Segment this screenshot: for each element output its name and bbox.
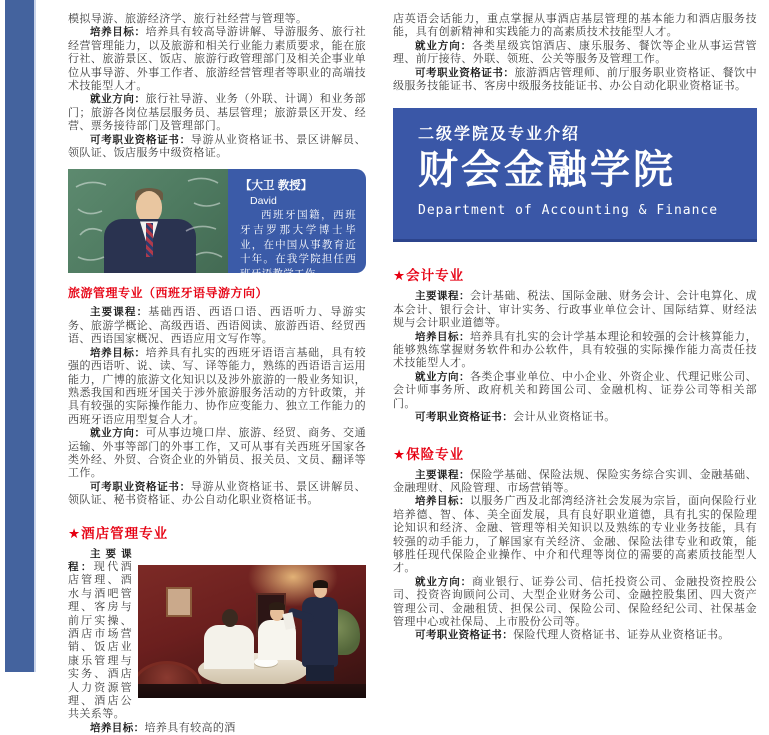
professor-photo xyxy=(68,169,228,273)
paragraph-text: 导游从业资格证书、景区讲解员、领队证、饭店服务中级资格证。 xyxy=(68,133,366,160)
photo-guest xyxy=(204,625,254,669)
paragraph xyxy=(68,134,366,161)
department-banner xyxy=(393,108,757,242)
paragraph-label: 就业方向： xyxy=(415,39,472,52)
paragraph-text: 培养具有较高导游讲解、导游服务、旅行社经营管理能力，以及旅游和相关行业能力素质要求，能在旅行社、旅游景区、饭店、旅游行政管理部门及相关企事业单位从事导游、外事工作者、旅游经营管理者等职业的高端技术技能型人才。 xyxy=(68,26,367,93)
section-heading-spanish-tourism: 旅游管理专业（西班牙语导游方向） xyxy=(68,286,269,301)
teacher-bio: 西班牙国籍，西班牙吉罗那大学博士毕业，在中国从事教育近十年。在我学院担任西班牙语教学工作。 xyxy=(240,209,356,280)
paragraph xyxy=(68,93,366,133)
paragraph-text: 模拟导游、旅游经济学、旅行社经营与管理等。 xyxy=(68,13,308,25)
right-column xyxy=(393,0,757,643)
paragraph-text: 可从事边境口岸、旅游、经贸、商务、交通运输、外事等部门的外事工作，又可从事有关西班牙国家各类外经、外贸、合资企业的外销员、报关员、文员、翻译等工作。 xyxy=(68,427,367,480)
paragraph-text: 会计基础、税法、国际金融、财务会计、会计电算化、成本会计、银行会计、审计实务、行政事业单位会计、国际结算、财经法规与会计职业道德等。 xyxy=(393,290,758,330)
paragraph xyxy=(68,13,366,26)
photo-waitress xyxy=(313,580,328,588)
paragraph-text: 店英语会话能力，重点掌握从事酒店基层管理的基本能力和酒店服务技能，具有创新精神和实践能力的高素质技术技能型人才。 xyxy=(393,13,757,39)
paragraph-text: 基础西语、西语口语、西语听力、导游实务、旅游学概论、高级西语、西语阅读、旅游西语、经贸西语、西语国家概况、西语应用文写作等。 xyxy=(68,306,367,346)
paragraph-label: 主要课程： xyxy=(90,306,149,319)
photo-waitress xyxy=(306,665,334,681)
photo-wall-frame xyxy=(166,587,192,617)
paragraph xyxy=(393,576,757,630)
paragraph xyxy=(68,722,366,735)
banner-title: 财会金融学院 xyxy=(418,148,676,193)
paragraph-text: 以服务广西及北部湾经济社会发展为宗旨，面向保险行业培养德、智、体、美全面发展，具有良好职业道德，具有扎实的保险理论知识和经济、金融、管理等相关知识以及熟练的专业业务技能，具有较强的动手能力，了解国家有关经济、金融、保险法律专业和政策，能够胜任现代保险企业操作、中介和代理等岗位的需要的高素质技能型人才。 xyxy=(393,495,758,575)
section-heading-hotel-management: ★酒店管理专业 xyxy=(68,525,169,541)
photo-guest xyxy=(269,602,285,610)
paragraph xyxy=(68,26,366,93)
paragraph-text: 商业银行、证券公司、信托投资公司、金融投资控股公司、投资咨询顾问公司、大型企业财务公司、金融控股集团、四大资产管理公司、金融租赁、担保公司、保险公司、保险经纪公司、社保基金管理中心或社保局、上市股份公司等。 xyxy=(393,575,757,628)
paragraph-label: 可考职业资格证书： xyxy=(415,66,515,79)
left-column xyxy=(68,0,366,735)
paragraph xyxy=(393,331,757,371)
paragraph-label: 可考职业资格证书： xyxy=(415,629,514,642)
paragraph xyxy=(68,481,366,508)
hotel-section-body xyxy=(68,548,366,735)
restaurant-photo xyxy=(138,565,366,698)
paragraph-text: 各类企事业单位、中小企业、外资企业、代理记账公司、会计师事务所、政府机关和跨国公司、金融机构、证券公司等相关部门。 xyxy=(393,370,758,410)
paragraph-label: 就业方向： xyxy=(415,575,472,588)
paragraph xyxy=(393,495,757,575)
paragraph xyxy=(393,13,757,40)
paragraph-text: 会计从业资格证书。 xyxy=(513,411,616,424)
paragraph xyxy=(393,469,757,496)
paragraph-label: 培养目标： xyxy=(415,330,470,343)
paragraph-text: 旅游酒店管理师、前厅服务职业资格证、餐饮中级服务技能证书、客房中级服务技能证书、办公自动化职业资格证书。 xyxy=(393,66,757,93)
paragraph xyxy=(68,427,366,481)
paragraph-text: 保险代理人资格证书、证券从业资格证书。 xyxy=(513,629,730,642)
chalkboard-scribbles xyxy=(68,169,228,273)
page-edge-strip xyxy=(5,0,36,672)
photo-waitress xyxy=(302,597,338,667)
paragraph-label: 主要课程： xyxy=(68,547,132,573)
paragraph-label: 可考职业资格证书： xyxy=(415,411,514,424)
teacher-info-box xyxy=(228,169,366,280)
paragraph xyxy=(68,347,366,427)
photo-guest xyxy=(222,609,238,627)
section-heading-accounting: ★会计专业 xyxy=(393,268,465,284)
paragraph-label: 主要课程： xyxy=(415,468,470,481)
paragraph-text: 保险学基础、保险法规、保险实务综合实训、金融基础、金融理财、风险管理、市场营销等。 xyxy=(393,468,758,494)
paragraph-label: 可考职业资格证书： xyxy=(90,133,191,146)
paragraph-text: 培养具有扎实的会计学基本理论和较强的会计核算能力，能够熟练掌握财务软件和办公软件，具有较强的实际操作能力高责任技术技能型人才。 xyxy=(393,330,758,370)
paragraph xyxy=(393,629,757,642)
teacher-name-en: David xyxy=(250,195,277,208)
banner-subtitle: 二级学院及专业介绍 xyxy=(418,126,581,144)
section-heading-insurance: ★保险专业 xyxy=(393,446,465,462)
paragraph-text: 现代酒店管理、酒水与酒吧管理、客房与前厅实操、酒店市场营销、饭店业康乐管理与实务、酒店人力资源管理、酒店公共关系等。 xyxy=(68,560,132,721)
paragraph-label: 就业方向： xyxy=(90,93,146,106)
paragraph-label: 培养目标： xyxy=(415,495,470,508)
paragraph xyxy=(393,290,757,330)
paragraph-label: 就业方向： xyxy=(90,427,146,440)
paragraph-label: 培养目标： xyxy=(90,346,146,359)
paragraph xyxy=(393,371,757,411)
paragraph xyxy=(393,40,757,67)
paragraph-label: 就业方向： xyxy=(415,370,470,383)
paragraph xyxy=(393,411,757,424)
paragraph-text: 旅行社导游、业务（外联、计调）和业务部门；旅游各岗位基层服务员、基层管理；旅游景区开发、经营、票务接待部门及管理部门。 xyxy=(68,93,367,133)
paragraph-text: 培养具有较高的酒 xyxy=(144,721,236,734)
paragraph xyxy=(68,306,366,346)
teacher-profile-card xyxy=(68,169,366,280)
paragraph-text: 各类星级宾馆酒店、康乐服务、餐饮等企业从事运营管理、前厅接待、外联、领班、公关等服务及管理工作。 xyxy=(393,39,757,66)
paragraph-label: 培养目标： xyxy=(90,26,146,39)
paragraph-label: 可考职业资格证书： xyxy=(90,480,191,493)
teacher-name: 【大卫 教授】 xyxy=(240,180,313,193)
paragraph-label: 主要课程： xyxy=(415,290,470,303)
paragraph-text: 导游从业资格证书、景区讲解员、领队证、秘书资格证、办公自动化职业资格证书。 xyxy=(68,480,366,507)
paragraph xyxy=(393,67,757,94)
paragraph-text: 培养具有扎实的西班牙语语言基础，具有较强的西语听、说、读、写、译等能力，熟练的西语语言运用能力，广博的旅游文化知识以及涉外旅游的一般业务知识，熟悉我国和西班牙国关于涉外旅游服务活动的方针政策，并具有较强的实际操作能力、协作应变能力、独立工作能力的西班牙语应用型复合人才。 xyxy=(68,346,367,426)
photo-floor xyxy=(138,684,366,698)
paragraph-label: 培养目标： xyxy=(90,721,145,734)
banner-subtitle-english: Department of Accounting & Finance xyxy=(418,203,719,219)
